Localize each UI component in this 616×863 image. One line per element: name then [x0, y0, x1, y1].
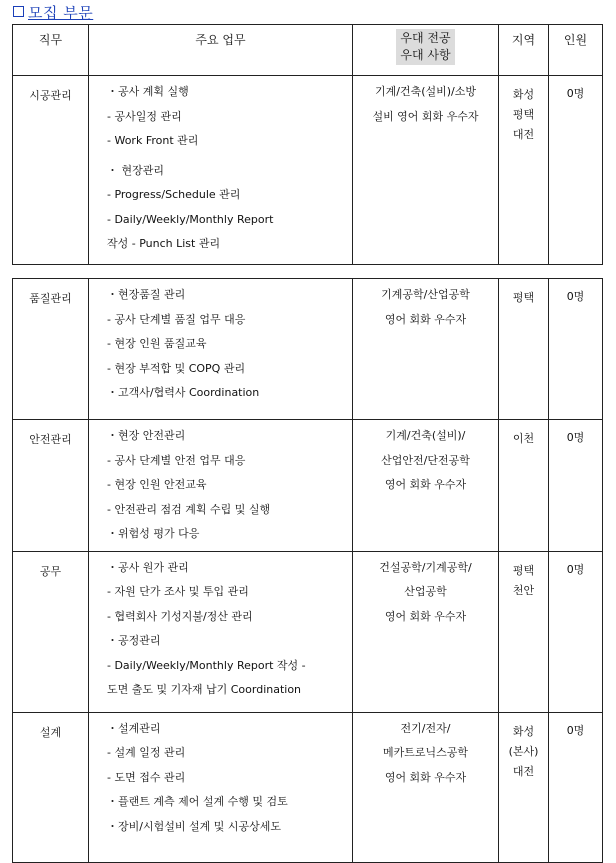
- header-duties: 주요 업무: [89, 25, 353, 76]
- job-title: 설계: [13, 712, 89, 862]
- job-title: 공무: [13, 551, 89, 712]
- duties-list: ・현장 안전관리 - 공사 단계별 안전 업무 대응 - 현장 인원 안전교육 - 안전관리 점검 계획 수립 및 실행 ・위험성 평가 다응: [89, 420, 353, 552]
- header-headcount: 인원: [549, 25, 603, 76]
- recruitment-table-part1: [12, 24, 603, 265]
- duties-list: ・설계관리 - 설계 일정 관리 - 도면 접수 관리 ・플랜트 계측 제어 설계 수행 및 검토 ・장비/시험설비 설계 및 시공상세도: [89, 712, 353, 862]
- requirements: 기계/건축(설비)/ 산업안전/단전공학 영어 회화 우수자: [353, 420, 499, 552]
- duties-list: ・현장품질 관리 - 공사 단계별 품질 업무 대응 - 현장 인원 품질교육 - 현장 부적합 및 COPQ 관리 ・고객사/협력사 Coordination: [89, 279, 353, 420]
- checkbox-bullet-icon: [13, 6, 24, 17]
- header-job: 직무: [13, 25, 89, 76]
- region: 화성 (본사) 대전: [499, 712, 549, 862]
- headcount: 0명: [549, 712, 603, 862]
- table-row: [13, 279, 603, 420]
- headcount: 0명: [549, 76, 603, 265]
- section-heading: 모집 부문: [13, 2, 93, 23]
- table-row: [13, 76, 603, 265]
- duties-list: ・공사 원가 관리 - 자원 단가 조사 및 투입 관리 - 협력회사 기성지불/정산 관리 ・공정관리 - Daily/Weekly/Monthly Report 작성 - 도면 출도 및 기자재 납기 Coordination: [89, 551, 353, 712]
- requirements: 기계/건축(설비)/소방 설비 영어 회화 우수자: [353, 76, 499, 265]
- table-row: [13, 712, 603, 862]
- table-row: [13, 420, 603, 552]
- header-region: 지역: [499, 25, 549, 76]
- job-title: 안전관리: [13, 420, 89, 552]
- header-preferences: 우대 전공 우대 사항: [353, 25, 499, 76]
- header-row: [13, 25, 603, 76]
- recruitment-table-part2: [12, 278, 603, 863]
- requirements: 전기/전자/ 메카트로닉스공학 영어 회화 우수자: [353, 712, 499, 862]
- requirements: 기계공학/산업공학 영어 회화 우수자: [353, 279, 499, 420]
- requirements: 건설공학/기계공학/ 산업공학 영어 회화 우수자: [353, 551, 499, 712]
- duties-list: ・공사 계획 실행 - 공사일정 관리 - Work Front 관리 ・ 현장관리 - Progress/Schedule 관리 - Daily/Weekly/Monthly Report 작성 - Punch List 관리: [89, 76, 353, 265]
- headcount: 0명: [549, 420, 603, 552]
- table-row: [13, 551, 603, 712]
- headcount: 0명: [549, 279, 603, 420]
- headcount: 0명: [549, 551, 603, 712]
- region: 평택 천안: [499, 551, 549, 712]
- region: 평택: [499, 279, 549, 420]
- region: 이천: [499, 420, 549, 552]
- job-title: 시공관리: [13, 76, 89, 265]
- region: 화성 평택 대전: [499, 76, 549, 265]
- job-title: 품질관리: [13, 279, 89, 420]
